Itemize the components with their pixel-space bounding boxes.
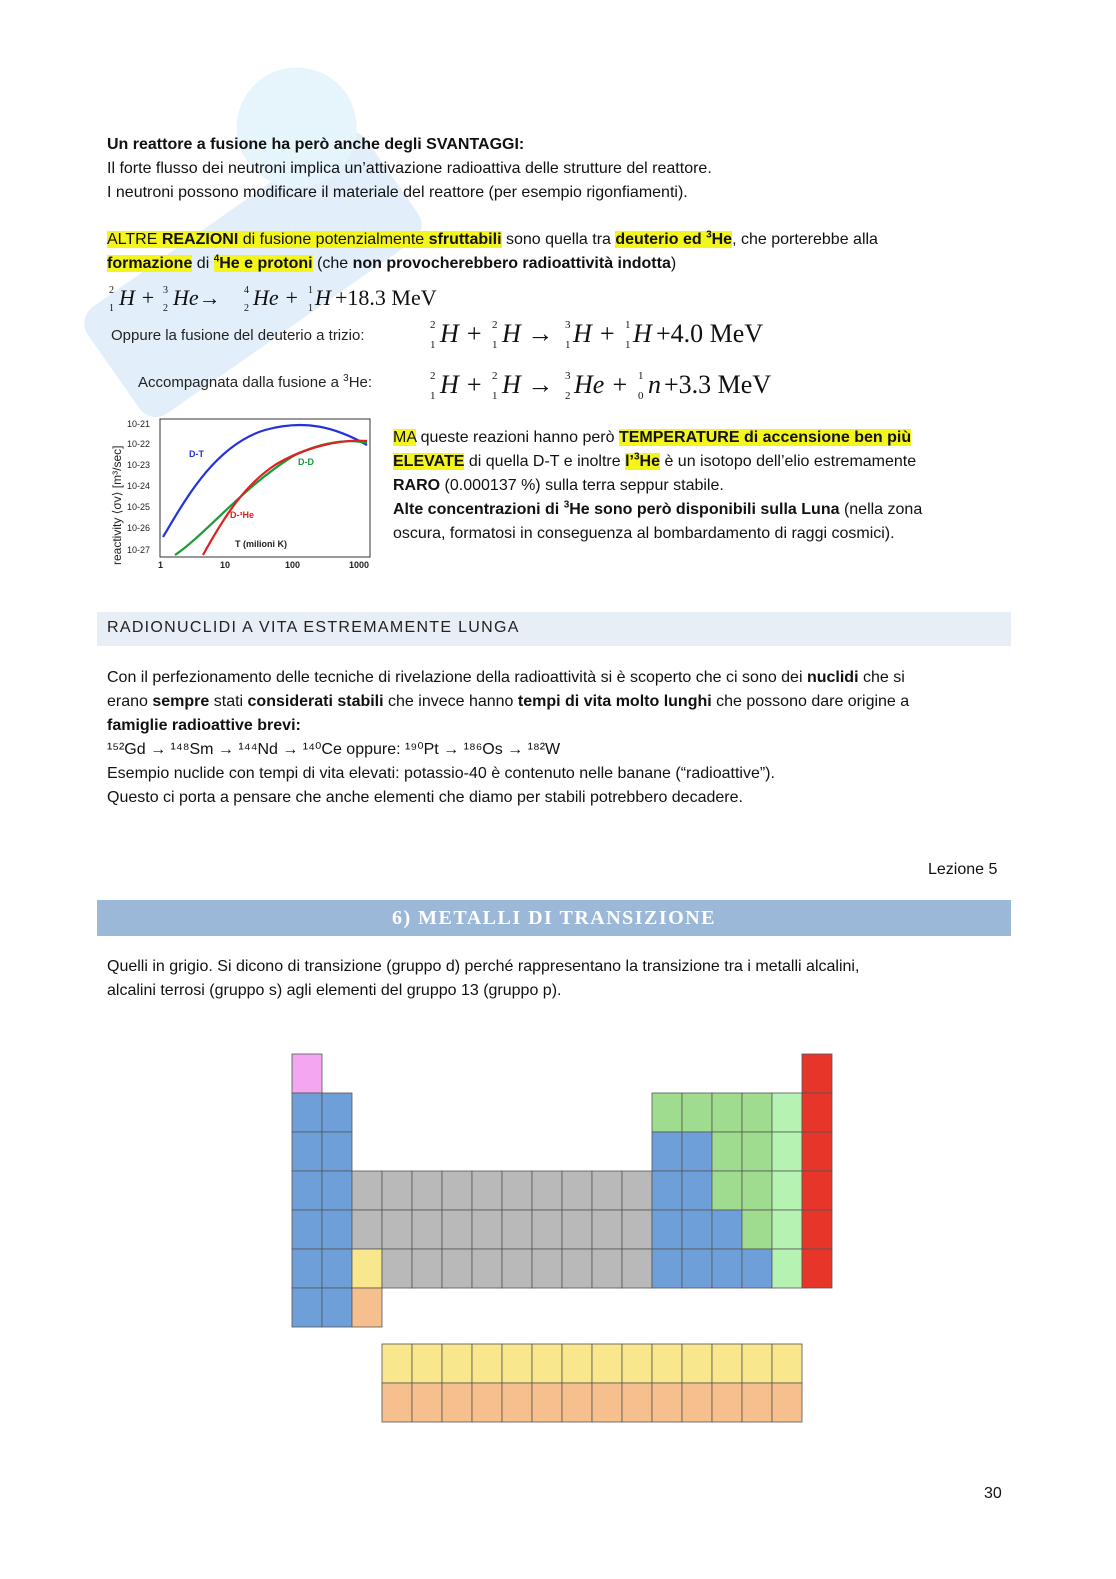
pt-cell [352, 1288, 382, 1327]
pt-cell [802, 1210, 832, 1249]
svg-text:2: 2 [430, 319, 436, 331]
svg-text:2: 2 [565, 390, 571, 402]
svg-text:3: 3 [163, 285, 168, 296]
curve-dhe-label: D-³He [230, 510, 254, 520]
pt-cell [442, 1171, 472, 1210]
pt-cell-actinide [742, 1383, 772, 1422]
pt-cell-lanthanide [772, 1344, 802, 1383]
pt-cell [802, 1249, 832, 1288]
pt-cell [472, 1210, 502, 1249]
xtick: 1000 [349, 560, 370, 570]
ma-line3: RARO (0.000137 %) sulla terra seppur stabile. [393, 477, 724, 494]
pt-cell-lanthanide [652, 1344, 682, 1383]
xtick: 10 [220, 560, 231, 570]
curve-dd-label: D-D [298, 457, 314, 467]
svg-text:0: 0 [638, 390, 644, 402]
pt-cell [322, 1132, 352, 1171]
pt-cell [412, 1171, 442, 1210]
svg-text:+3.3 MeV: +3.3 MeV [664, 370, 772, 399]
pt-cell-lanthanide [502, 1344, 532, 1383]
pt-cell [532, 1249, 562, 1288]
lesson-label: Lezione 5 [928, 861, 998, 878]
pt-cell-lanthanide [412, 1344, 442, 1383]
equation-3 [428, 365, 808, 405]
equation-2 [428, 314, 808, 354]
pt-cell [682, 1210, 712, 1249]
pt-cell [742, 1171, 772, 1210]
pt-cell-actinide [382, 1383, 412, 1422]
pt-cell [682, 1132, 712, 1171]
pt-cell [472, 1171, 502, 1210]
equation-2-label: Oppure la fusione del deuterio a trizio: [111, 327, 365, 344]
equation-3-label: Accompagnata dalla fusione a $^3$He: [138, 373, 373, 391]
equation-1 [107, 281, 467, 317]
pt-cell [592, 1171, 622, 1210]
curve-dt-label: D-T [189, 449, 204, 459]
pt-cell [592, 1249, 622, 1288]
pt-cell-actinide [622, 1383, 652, 1422]
svg-text:+18.3 MeV: +18.3 MeV [335, 285, 437, 310]
ytick: 10-27 [127, 545, 151, 555]
pt-cell [502, 1171, 532, 1210]
svg-text:H +: H + [440, 370, 483, 399]
ytick: 10-26 [127, 523, 151, 533]
svg-text:H +: H + [440, 319, 483, 348]
pt-cell [322, 1093, 352, 1132]
radio-line5: Questo ci porta a pensare che anche elementi che diamo per stabili potrebbero decadere. [107, 789, 743, 806]
svg-text:1: 1 [109, 303, 114, 314]
svg-text:2: 2 [430, 370, 436, 382]
pt-cell [502, 1210, 532, 1249]
pt-cell [322, 1171, 352, 1210]
pt-cell [772, 1171, 802, 1210]
ma-line5: oscura, formatosi in conseguenza al bombardamento di raggi cosmici). [393, 525, 895, 542]
radio-line4: Esempio nuclide con tempi di vita elevati: potassio-40 è contenuto nelle banane (“radioattive”). [107, 765, 775, 782]
pt-cell-lanthanide [562, 1344, 592, 1383]
ma-line4: Alte concentrazioni di $^3$He sono però disponibili sulla Luna (nella zona [393, 499, 923, 518]
ytick: 10-24 [127, 481, 151, 491]
pt-cell [292, 1249, 322, 1288]
radio-line1: Con il perfezionamento delle tecniche di rivelazione della radioattività si è scoperto che ci sono dei nuclidi che si [107, 669, 905, 686]
pt-cell [352, 1171, 382, 1210]
ma-line2: ELEVATE di quella D-T e inoltre l’$^3$He è un isotopo dell’elio estremamente [393, 451, 917, 470]
curve-dhe [203, 441, 367, 555]
pt-cell [712, 1249, 742, 1288]
pt-cell-lanthanide [682, 1344, 712, 1383]
svg-text:1: 1 [430, 390, 436, 402]
svantaggi-line2: I neutroni possono modificare il materiale del reattore (per esempio rigonfiamenti). [107, 184, 688, 201]
pt-cell-actinide [532, 1383, 562, 1422]
pt-cell [802, 1132, 832, 1171]
pt-cell [802, 1093, 832, 1132]
pt-cell-lanthanide [532, 1344, 562, 1383]
svg-text:2: 2 [109, 285, 114, 296]
altre-line2: formazione di $^4$He e protoni (che non provocherebbero radioattività indotta) [107, 253, 677, 272]
svg-text:1: 1 [308, 303, 313, 314]
pt-cell [322, 1210, 352, 1249]
ytick: 10-21 [127, 419, 151, 429]
pt-cell [382, 1249, 412, 1288]
pt-cell [352, 1249, 382, 1288]
pt-cell-lanthanide [382, 1344, 412, 1383]
pt-cell-actinide [472, 1383, 502, 1422]
pt-cell [622, 1171, 652, 1210]
pt-cell-lanthanide [622, 1344, 652, 1383]
svg-text:H +: H + [119, 285, 156, 310]
section-heading-radionuclidi: RADIONUCLIDI A VITA ESTREMAMENTE LUNGA [97, 612, 1011, 646]
pt-cell [322, 1249, 352, 1288]
pt-cell [712, 1132, 742, 1171]
pt-cell [802, 1171, 832, 1210]
pt-cell [772, 1210, 802, 1249]
pt-cell [742, 1132, 772, 1171]
pt-cell [382, 1171, 412, 1210]
ytick: 10-23 [127, 460, 151, 470]
section-heading-metalli: 6) METALLI DI TRANSIZIONE [97, 900, 1011, 936]
metalli-line1: Quelli in grigio. Si dicono di transizione (gruppo d) perché rappresentano la transizione tra i metalli alcalini, [107, 958, 860, 975]
pt-cell-actinide [652, 1383, 682, 1422]
decay-chain: ¹⁵²Gd → ¹⁴⁸Sm → ¹⁴⁴Nd → ¹⁴⁰Ce oppure: ¹⁹⁰Pt → ¹⁸⁶Os → ¹⁸²W [107, 741, 561, 758]
xtick: 100 [285, 560, 301, 570]
pt-cell [292, 1054, 322, 1093]
svg-text:He +: He + [253, 285, 299, 310]
pt-cell [712, 1210, 742, 1249]
ma-line1: MA queste reazioni hanno però TEMPERATURE di accensione ben più [393, 429, 912, 446]
pt-cell-actinide [772, 1383, 802, 1422]
svg-text:H →: H → [502, 319, 554, 348]
svg-text:2: 2 [244, 303, 249, 314]
pt-cell [292, 1171, 322, 1210]
pt-cell [802, 1054, 832, 1093]
svg-text:4: 4 [244, 285, 249, 296]
pt-cell [322, 1288, 352, 1327]
pt-cell [352, 1210, 382, 1249]
pt-cell-actinide [562, 1383, 592, 1422]
pt-cell [682, 1249, 712, 1288]
page-number: 30 [984, 1485, 1002, 1502]
svg-text:1: 1 [430, 339, 436, 351]
svg-text:1: 1 [565, 339, 571, 351]
pt-cell [772, 1249, 802, 1288]
svg-text:1: 1 [625, 339, 631, 351]
svg-text:2: 2 [492, 319, 498, 331]
svg-text:1: 1 [308, 285, 313, 296]
pt-cell-actinide [592, 1383, 622, 1422]
pt-cell [382, 1210, 412, 1249]
radio-line3: famiglie radioattive brevi: [107, 717, 301, 734]
pt-cell [292, 1210, 322, 1249]
pt-cell [772, 1093, 802, 1132]
pt-cell [532, 1210, 562, 1249]
pt-cell [652, 1132, 682, 1171]
pt-cell [652, 1093, 682, 1132]
pt-cell [532, 1171, 562, 1210]
pt-cell [742, 1249, 772, 1288]
svantaggi-line1: Il forte flusso dei neutroni implica un’attivazione radioattiva delle strutture del reattore. [107, 160, 712, 177]
pt-cell [652, 1210, 682, 1249]
graph-ylabel: reactivity ⟨σv⟩ [m³/sec] [110, 445, 124, 565]
pt-cell [772, 1132, 802, 1171]
pt-cell-lanthanide [592, 1344, 622, 1383]
svg-text:H: H [633, 319, 652, 348]
svg-text:1: 1 [625, 319, 631, 331]
pt-cell-actinide [442, 1383, 472, 1422]
pt-cell-actinide [712, 1383, 742, 1422]
svg-text:3: 3 [565, 319, 571, 331]
pt-cell [712, 1171, 742, 1210]
svg-text:1: 1 [492, 339, 498, 351]
svantaggi-title: Un reattore a fusione ha però anche degli SVANTAGGI: [107, 136, 525, 153]
pt-cell [712, 1093, 742, 1132]
metalli-line2: alcalini terrosi (gruppo s) agli elementi del gruppo 13 (gruppo p). [107, 982, 562, 999]
svg-text:+4.0 MeV: +4.0 MeV [656, 319, 764, 348]
pt-cell-lanthanide [472, 1344, 502, 1383]
pt-cell [562, 1171, 592, 1210]
pt-cell [562, 1210, 592, 1249]
svg-text:n: n [648, 370, 661, 399]
pt-cell [592, 1210, 622, 1249]
reactivity-graph [105, 405, 385, 575]
pt-cell [622, 1210, 652, 1249]
pt-cell [622, 1249, 652, 1288]
ytick: 10-25 [127, 502, 151, 512]
svg-text:H +: H + [573, 319, 616, 348]
svg-text:He +: He + [574, 370, 629, 399]
svg-text:H →: H → [502, 370, 554, 399]
pt-cell [442, 1210, 472, 1249]
svg-text:2: 2 [492, 370, 498, 382]
pt-cell-actinide [682, 1383, 712, 1422]
pt-cell [502, 1249, 532, 1288]
radio-line2: erano sempre stati considerati stabili che invece hanno tempi di vita molto lunghi che possono dare origine a [107, 693, 910, 710]
ytick: 10-22 [127, 439, 151, 449]
pt-cell [412, 1249, 442, 1288]
svg-text:3: 3 [565, 370, 571, 382]
pt-cell [292, 1132, 322, 1171]
pt-cell [292, 1288, 322, 1327]
svg-text:1: 1 [638, 370, 644, 382]
pt-cell [682, 1093, 712, 1132]
pt-cell-lanthanide [712, 1344, 742, 1383]
pt-cell-actinide [502, 1383, 532, 1422]
pt-cell [742, 1210, 772, 1249]
svg-text:H: H [315, 285, 331, 310]
pt-cell-lanthanide [442, 1344, 472, 1383]
svg-text:He→: He→ [173, 285, 221, 310]
pt-cell-lanthanide [742, 1344, 772, 1383]
pt-cell-actinide [412, 1383, 442, 1422]
pt-cell [412, 1210, 442, 1249]
pt-cell [562, 1249, 592, 1288]
pt-cell [682, 1171, 712, 1210]
pt-cell [472, 1249, 502, 1288]
svg-text:1: 1 [492, 390, 498, 402]
altre-line1: ALTRE REAZIONI di fusione potenzialmente sfruttabili sono quella tra deuterio ed $^3$He, che porterebbe alla [107, 229, 878, 248]
pt-cell [442, 1249, 472, 1288]
pt-cell [652, 1249, 682, 1288]
svg-text:2: 2 [163, 303, 168, 314]
graph-xlabel: T (milioni K) [235, 539, 287, 549]
periodic-table [262, 1026, 842, 1436]
xtick: 1 [158, 560, 164, 570]
pt-cell [742, 1093, 772, 1132]
pt-cell [292, 1093, 322, 1132]
pt-cell [652, 1171, 682, 1210]
